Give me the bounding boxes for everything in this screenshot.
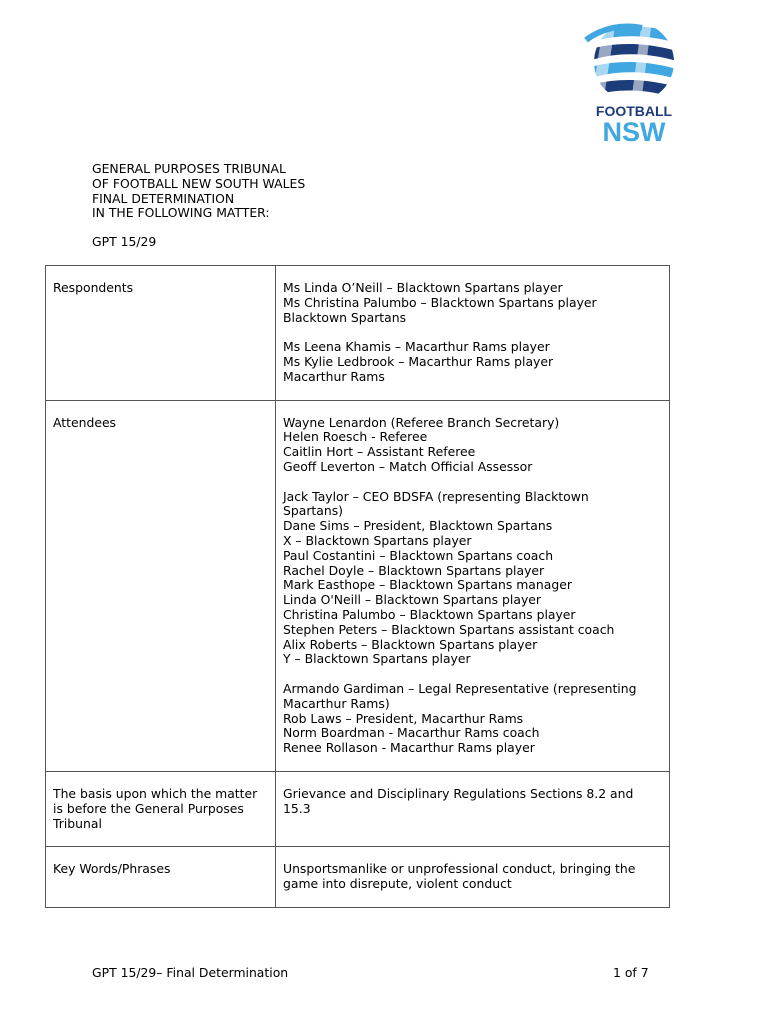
matter-reference: GPT 15/29 [92, 234, 157, 249]
value-line: Grievance and Disciplinary Regulations Sections 8.2 and [283, 785, 634, 801]
value-line: Spartans) [283, 503, 344, 519]
row-label-line: Attendees [53, 414, 117, 430]
value-line: Renee Rollason - Macarthur Rams player [283, 740, 535, 756]
value-line: Armando Gardiman – Legal Representative (representing [283, 680, 637, 696]
table-row [46, 847, 670, 908]
value-line: Ms Linda O’Neill – Blacktown Spartans player [283, 280, 563, 295]
value-line: Ms Christina Palumbo – Blacktown Spartans player [283, 294, 597, 310]
row-label-cell [46, 847, 276, 908]
row-value-cell [276, 400, 670, 771]
value-line: Wayne Lenardon (Referee Branch Secretary) [283, 414, 560, 430]
heading-line: GENERAL PURPOSES TRIBUNAL [92, 161, 286, 176]
value-line: Rachel Doyle – Blacktown Spartans player [283, 562, 545, 578]
value-line: Dane Sims – President, Blacktown Spartans [283, 518, 553, 534]
value-line: Stephen Peters – Blacktown Spartans assistant coach [283, 621, 615, 637]
value-paragraph [283, 787, 663, 817]
value-line: Ms Leena Khamis – Macarthur Rams player [283, 339, 550, 355]
heading-line: FINAL DETERMINATION [92, 190, 235, 206]
value-line: Paul Costantini – Blacktown Spartans coach [283, 547, 554, 563]
table-row [46, 771, 670, 846]
matter-details-table [45, 265, 670, 908]
value-line: Ms Kylie Ledbrook – Macarthur Rams player [283, 353, 554, 369]
value-line: Norm Boardman - Macarthur Rams coach [283, 725, 540, 741]
value-paragraph [283, 490, 663, 668]
heading-line: OF FOOTBALL NEW SOUTH WALES [92, 175, 306, 191]
row-value-cell [276, 847, 670, 908]
value-line: Rob Laws – President, Macarthur Rams [283, 710, 524, 726]
value-line: Mark Easthope – Blacktown Spartans manager [283, 577, 572, 593]
value-line: Blacktown Spartans [283, 309, 407, 325]
value-paragraph [283, 862, 663, 892]
value-paragraph [283, 682, 663, 756]
footer-title: GPT 15/29– Final Determination [92, 965, 289, 980]
value-paragraph [283, 416, 663, 475]
document-heading [92, 162, 305, 221]
value-line: Macarthur Rams [283, 368, 385, 384]
football-nsw-logo [582, 20, 686, 144]
value-line: Caitlin Hort – Assistant Referee [283, 444, 476, 460]
row-label-line: Tribunal [53, 815, 102, 831]
table-row [46, 400, 670, 771]
page-number: 1 of 7 [613, 965, 649, 980]
value-paragraph [283, 340, 663, 384]
row-label-line: is before the General Purposes [53, 800, 244, 816]
value-line: game into disrepute, violent conduct [283, 876, 512, 892]
value-paragraph [283, 281, 663, 325]
value-line: Macarthur Rams) [283, 695, 390, 711]
value-line: Jack Taylor – CEO BDSFA (representing Blacktown [283, 488, 589, 504]
value-line: Unsportsmanlike or unprofessional conduct, bringing the [283, 861, 636, 877]
football-nsw-logo-mark [582, 20, 686, 144]
value-line: Christina Palumbo – Blacktown Spartans player [283, 606, 576, 622]
heading-line: IN THE FOLLOWING MATTER: [92, 205, 270, 221]
value-line: Geoff Leverton – Match Official Assessor [283, 458, 533, 474]
logo-line-nsw: NSW [602, 117, 666, 144]
value-line: X – Blacktown Spartans player [283, 532, 472, 548]
row-label-cell [46, 400, 276, 771]
value-line: Y – Blacktown Spartans player [283, 651, 471, 667]
row-value-cell [276, 771, 670, 846]
row-label-line: The basis upon which the matter [53, 785, 258, 801]
row-label-cell [46, 771, 276, 846]
row-label-line: Key Words/Phrases [53, 861, 171, 877]
value-line: Helen Roesch - Referee [283, 429, 428, 445]
value-line: Linda O'Neill – Blacktown Spartans player [283, 592, 542, 608]
logo-line-football: FOOTBALL [595, 103, 673, 119]
row-value-cell [276, 266, 670, 401]
row-label-cell [46, 266, 276, 401]
value-line: Alix Roberts – Blacktown Spartans player [283, 636, 538, 652]
row-label-line: Respondents [53, 280, 134, 295]
value-line: 15.3 [283, 800, 311, 816]
table-row [46, 266, 670, 401]
